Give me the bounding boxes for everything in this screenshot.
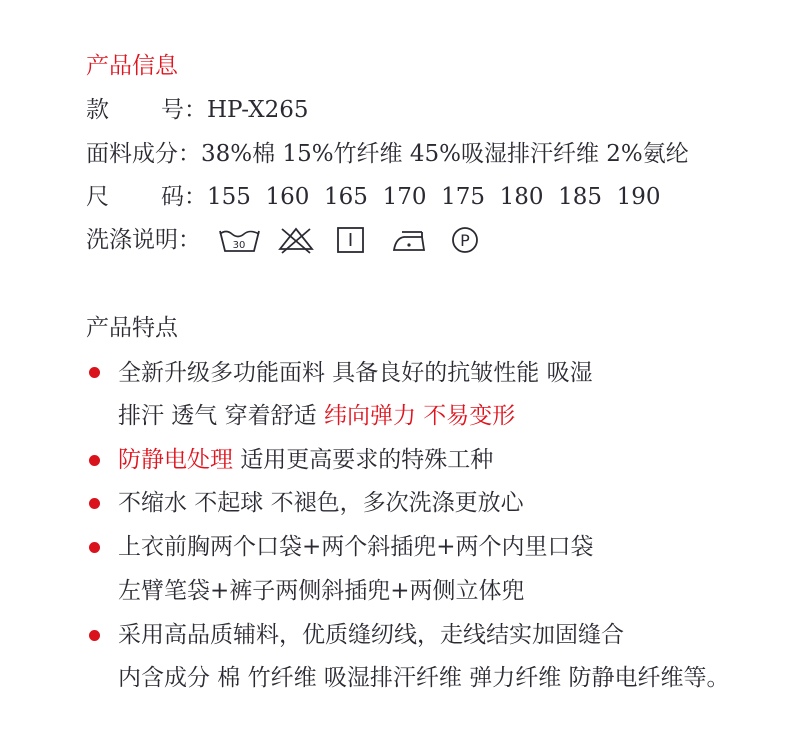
bullet-dot-4 — [89, 542, 100, 553]
dry-clean-p-icon — [450, 225, 482, 255]
feature-5-line1: 采用高品质辅料，优质缝纫线，走线结实加固缝合 — [118, 622, 624, 648]
feature-1-line2-plain: 排汗 透气 穿着舒适 — [118, 403, 324, 429]
wash-sep: ： — [178, 227, 201, 253]
model-label-b: 号 — [161, 97, 184, 123]
feature-2 — [118, 444, 493, 476]
size-label-b: 码 — [161, 184, 184, 210]
dry-clean-letter: P — [460, 231, 470, 250]
wash-30-icon — [218, 225, 262, 255]
fabric-sep: ： — [178, 141, 201, 167]
feature-1-line2 — [118, 400, 515, 432]
feature-2-red: 防静电处理 — [118, 447, 233, 473]
product-info-heading: 产品信息 — [86, 53, 178, 79]
model-sep: ： — [184, 97, 207, 123]
feature-5-line2: 内含成分 棉 竹纤维 吸湿排汗纤维 弹力纤维 防静电纤维等。 — [118, 665, 730, 691]
model-label-a: 款 — [86, 97, 109, 123]
size-sep: ： — [184, 184, 207, 210]
tumble-dry-icon — [336, 225, 366, 255]
model-row — [86, 94, 309, 126]
wash-row — [86, 224, 201, 256]
feature-4-line2: 左臂笔袋+裤子两侧斜插兜+两侧立体兜 — [118, 578, 525, 604]
iron-low-icon — [390, 225, 430, 255]
fabric-row — [86, 138, 689, 170]
feature-2-plain: 适用更高要求的特殊工种 — [233, 447, 494, 473]
fabric-label: 面料成分 — [86, 141, 178, 167]
bullet-dot-3 — [89, 498, 100, 509]
wash-temp-text: 30 — [232, 240, 246, 251]
product-features-heading: 产品特点 — [86, 315, 178, 341]
feature-4-line1: 上衣前胸两个口袋+两个斜插兜+两个内里口袋 — [118, 534, 594, 560]
wash-label: 洗涤说明 — [86, 227, 178, 253]
bullet-dot-5 — [89, 630, 100, 641]
bullet-dot-2 — [89, 455, 100, 466]
feature-1-line1: 全新升级多功能面料 具备良好的抗皱性能 吸湿 — [118, 360, 593, 386]
bullet-dot-1 — [89, 367, 100, 378]
do-not-bleach-icon — [276, 225, 316, 255]
feature-3-line1: 不缩水 不起球 不褪色，多次洗涤更放心 — [118, 490, 524, 516]
size-value: 155 160 165 170 175 180 185 190 — [207, 184, 661, 210]
size-label-a: 尺 — [86, 184, 109, 210]
size-row — [86, 181, 661, 213]
model-value: HP-X265 — [207, 97, 309, 123]
feature-1-line2-red: 纬向弹力 不易变形 — [323, 403, 516, 429]
fabric-value: 38%棉 15%竹纤维 45%吸湿排汗纤维 2%氨纶 — [201, 141, 689, 167]
